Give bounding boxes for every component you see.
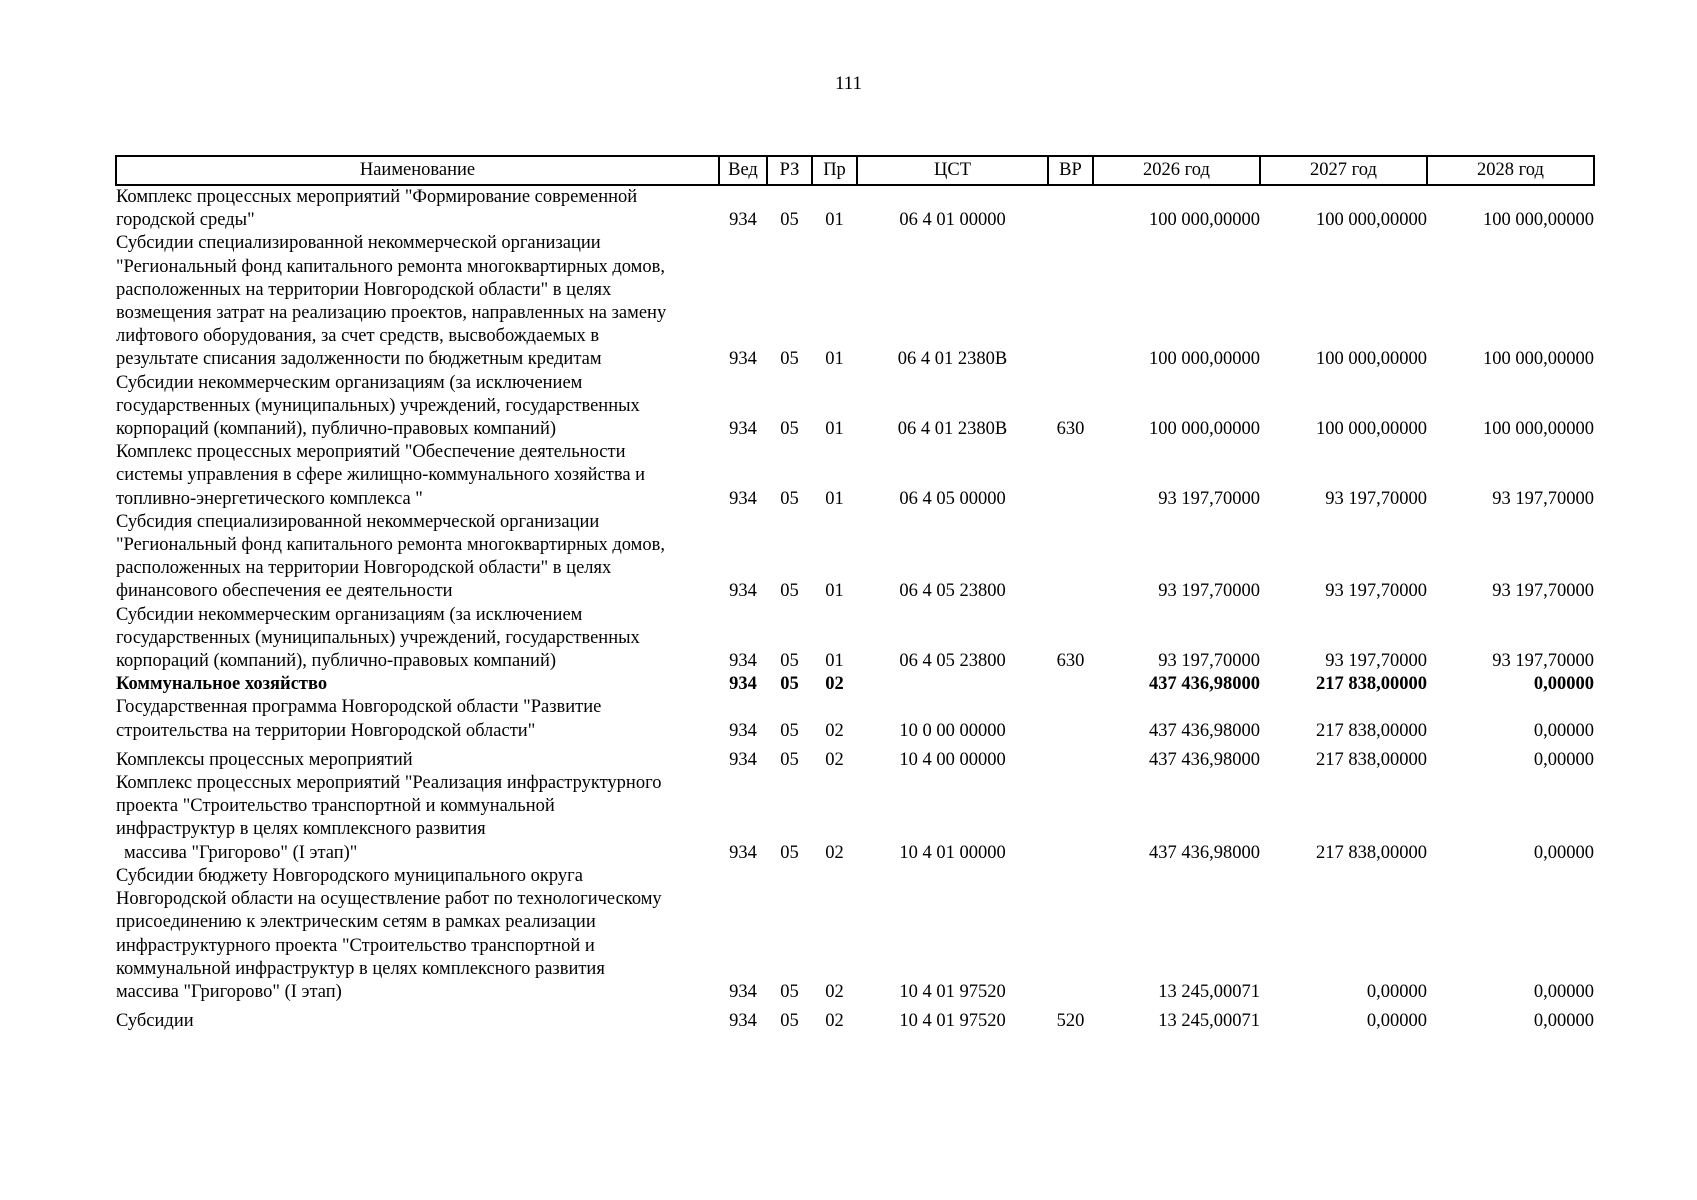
header-cst: ЦСТ <box>857 156 1048 185</box>
cell-pr: 01 <box>825 210 844 231</box>
row-name <box>116 441 719 511</box>
cell-y2027: 217 838,00000 <box>1316 720 1427 741</box>
table-row <box>116 743 1594 772</box>
table-body <box>116 185 1594 1033</box>
cell-vr: 520 <box>1056 1011 1085 1032</box>
cell-pr: 01 <box>825 349 844 370</box>
cell-cst: 06 4 05 00000 <box>899 488 1006 509</box>
cell-y2027: 93 197,70000 <box>1325 488 1427 509</box>
cell-y2026: 93 197,70000 <box>1158 488 1260 509</box>
table-row <box>116 696 1594 742</box>
row-name-line: Комплекс процессных мероприятий "Формирование современной <box>116 187 638 207</box>
cell-y2027: 217 838,00000 <box>1316 749 1427 770</box>
cell-pr: 01 <box>825 651 844 672</box>
cell-y2026: 93 197,70000 <box>1158 651 1260 672</box>
cell-cst: 10 0 00 00000 <box>899 720 1006 741</box>
row-name-line: лифтового оборудования, за счет средств, высвобождаемых в <box>116 326 600 347</box>
table-row <box>116 232 1594 371</box>
row-name-line: проекта "Строительство транспортной и коммунальной <box>116 796 555 817</box>
cell-cst: 10 4 01 00000 <box>899 842 1006 863</box>
row-name-line: массива "Григорово" (I этап)" <box>124 842 358 863</box>
row-name <box>116 743 719 772</box>
cell-y2026: 100 000,00000 <box>1149 210 1260 231</box>
table-row <box>116 511 1594 604</box>
cell-ved: 934 <box>729 349 757 370</box>
cell-y2027: 0,00000 <box>1366 1011 1427 1032</box>
cell-ved: 934 <box>729 1011 757 1032</box>
header-ved: Вед <box>719 156 767 185</box>
cell-cst: 06 4 05 23800 <box>899 581 1006 602</box>
cell-y2027: 217 838,00000 <box>1316 674 1427 695</box>
cell-vr <box>1048 772 1093 865</box>
row-name-line: коммунальной инфраструктур в целях комплексного развития <box>116 958 605 979</box>
cell-cst: 06 4 01 00000 <box>899 210 1006 231</box>
cell-rz: 05 <box>780 842 799 863</box>
cell-cst: 06 4 01 2380В <box>897 349 1008 370</box>
row-name-line: присоединению к электрическим сетям в рамках реализации <box>116 912 596 933</box>
cell-y2026: 93 197,70000 <box>1158 581 1260 602</box>
row-name-line: расположенных на территории Новгородской области" в целях <box>116 558 612 579</box>
cell-pr: 02 <box>825 842 844 863</box>
cell-y2028: 93 197,70000 <box>1492 488 1594 509</box>
row-name-line: Субсидии специализированной некоммерческой организации <box>116 233 601 254</box>
cell-pr: 02 <box>825 981 844 1002</box>
cell-y2028: 0,00000 <box>1533 720 1594 741</box>
row-name-line: инфраструктурного проекта "Строительство транспортной и <box>116 935 595 956</box>
cell-y2027: 100 000,00000 <box>1316 349 1427 370</box>
header-2027: 2027 год <box>1260 156 1427 185</box>
cell-vr <box>1048 696 1093 742</box>
cell-rz: 05 <box>780 1011 799 1032</box>
row-name-line: Субсидия специализированной некоммерческой организации <box>116 511 600 532</box>
cell-ved: 934 <box>729 842 757 863</box>
row-name-line: финансового обеспечения ее деятельности <box>116 581 453 602</box>
cell-y2028: 0,00000 <box>1533 981 1594 1002</box>
cell-rz: 05 <box>780 651 799 672</box>
row-name <box>116 696 719 742</box>
cell-y2027: 93 197,70000 <box>1325 581 1427 602</box>
row-name-line: "Региональный фонд капитального ремонта многоквартирных домов, <box>116 535 665 556</box>
row-name-line: массива "Григорово" (I этап) <box>116 981 342 1002</box>
cell-cst: 06 4 01 2380В <box>897 419 1008 440</box>
row-name-line: Комплекс процессных мероприятий "Обеспечение деятельности <box>116 442 626 463</box>
cell-rz: 05 <box>780 674 799 695</box>
row-name-line: строительства на территории Новгородской области" <box>116 720 536 741</box>
cell-pr: 01 <box>825 488 844 509</box>
row-name <box>116 604 719 674</box>
cell-ved: 934 <box>729 651 757 672</box>
cell-y2028: 0,00000 <box>1533 1011 1594 1032</box>
cell-rz: 05 <box>780 749 799 770</box>
cell-vr <box>1048 232 1093 371</box>
row-name <box>116 511 719 604</box>
header-2028: 2028 год <box>1427 156 1594 185</box>
cell-pr: 02 <box>825 720 844 741</box>
cell-rz: 05 <box>780 349 799 370</box>
row-name-line: Субсидии некоммерческим организациям (за исключением <box>116 372 583 393</box>
row-name-line: системы управления в сфере жилищно-коммунального хозяйства и <box>116 465 646 486</box>
cell-y2028: 93 197,70000 <box>1492 651 1594 672</box>
cell-y2026: 100 000,00000 <box>1149 349 1260 370</box>
cell-vr <box>1048 511 1093 604</box>
cell-y2028: 100 000,00000 <box>1483 419 1594 440</box>
table-row <box>116 865 1594 1004</box>
cell-vr: 630 <box>1056 419 1085 440</box>
cell-cst: 10 4 01 97520 <box>899 981 1006 1002</box>
cell-rz: 05 <box>780 488 799 509</box>
cell-y2027: 100 000,00000 <box>1316 419 1427 440</box>
row-name-line: корпораций (компаний), публично-правовых компаний) <box>116 651 557 672</box>
row-name <box>116 185 719 232</box>
cell-ved: 934 <box>729 674 757 695</box>
cell-y2026: 100 000,00000 <box>1149 419 1260 440</box>
cell-vr <box>1048 743 1093 772</box>
cell-rz: 05 <box>780 210 799 231</box>
cell-ved: 934 <box>729 488 757 509</box>
cell-y2026: 437 436,98000 <box>1149 842 1260 863</box>
cell-y2027: 0,00000 <box>1366 981 1427 1002</box>
header-name: Наименование <box>116 156 719 185</box>
row-name-line: инфраструктур в целях комплексного развития <box>116 819 486 840</box>
cell-cst: 10 4 01 97520 <box>899 1011 1006 1032</box>
header-pr: Пр <box>812 156 857 185</box>
row-name-line: городской среды" <box>116 210 255 231</box>
cell-cst <box>857 673 1048 696</box>
cell-pr: 02 <box>825 1011 844 1032</box>
budget-table <box>115 155 1595 1033</box>
table-row <box>116 673 1594 696</box>
cell-y2027: 217 838,00000 <box>1316 842 1427 863</box>
cell-y2028: 100 000,00000 <box>1483 210 1594 231</box>
row-name-line: топливно-энергетического комплекса " <box>116 488 423 509</box>
cell-y2026: 437 436,98000 <box>1149 749 1260 770</box>
cell-y2028: 0,00000 <box>1533 749 1594 770</box>
row-name-line: Новгородской области на осуществление работ по технологическому <box>116 889 662 910</box>
page-number: 111 <box>834 73 863 94</box>
row-name-line: Комплекс процессных мероприятий "Реализация инфраструктурного <box>116 773 662 794</box>
cell-vr <box>1048 185 1093 232</box>
cell-pr: 02 <box>825 749 844 770</box>
cell-y2027: 93 197,70000 <box>1325 651 1427 672</box>
cell-pr: 02 <box>825 674 844 695</box>
cell-y2026: 13 245,00071 <box>1158 1011 1260 1032</box>
table-header-row <box>116 156 1594 185</box>
row-name-line: Субсидии некоммерческим организациям (за исключением <box>116 604 583 625</box>
table-row <box>116 185 1594 232</box>
cell-rz: 05 <box>780 720 799 741</box>
cell-y2027: 100 000,00000 <box>1316 210 1427 231</box>
cell-vr <box>1048 865 1093 1004</box>
row-name <box>116 1004 719 1033</box>
row-name <box>116 372 719 442</box>
cell-vr <box>1048 673 1093 696</box>
row-name-line: государственных (муниципальных) учреждений, государственных <box>116 627 640 648</box>
table-row <box>116 1004 1594 1033</box>
cell-vr <box>1048 441 1093 511</box>
cell-pr: 01 <box>825 419 844 440</box>
cell-rz: 05 <box>780 981 799 1002</box>
cell-y2026: 437 436,98000 <box>1149 720 1260 741</box>
cell-rz: 05 <box>780 419 799 440</box>
cell-ved: 934 <box>729 720 757 741</box>
row-name-line: Субсидии бюджету Новгородского муниципального округа <box>116 865 583 886</box>
cell-vr: 630 <box>1056 651 1085 672</box>
cell-ved: 934 <box>729 581 757 602</box>
row-name-line: Государственная программа Новгородской области "Развитие <box>116 697 602 718</box>
row-name-line: "Региональный фонд капитального ремонта многоквартирных домов, <box>116 256 665 277</box>
cell-y2028: 0,00000 <box>1533 674 1594 695</box>
cell-ved: 934 <box>729 210 757 231</box>
table-row <box>116 372 1594 442</box>
row-name-line: Комплексы процессных мероприятий <box>116 749 413 770</box>
row-name-line: корпораций (компаний), публично-правовых компаний) <box>116 419 557 440</box>
row-name-line: государственных (муниципальных) учреждений, государственных <box>116 395 640 416</box>
cell-y2028: 93 197,70000 <box>1492 581 1594 602</box>
cell-rz: 05 <box>780 581 799 602</box>
table-row <box>116 604 1594 674</box>
header-vr: ВР <box>1048 156 1093 185</box>
cell-y2026: 437 436,98000 <box>1149 674 1260 695</box>
row-name <box>116 673 719 696</box>
cell-y2026: 13 245,00071 <box>1158 981 1260 1002</box>
row-name-line: Коммунальное хозяйство <box>116 674 328 695</box>
table-row <box>116 441 1594 511</box>
cell-ved: 934 <box>729 749 757 770</box>
table-row <box>116 772 1594 865</box>
row-name-line: результате списания задолженности по бюджетным кредитам <box>116 349 602 370</box>
row-name-line: возмещения затрат на реализацию проектов, направленных на замену <box>116 303 667 324</box>
cell-ved: 934 <box>729 981 757 1002</box>
cell-y2028: 0,00000 <box>1533 842 1594 863</box>
cell-ved: 934 <box>729 419 757 440</box>
cell-cst: 06 4 05 23800 <box>899 651 1006 672</box>
cell-pr: 01 <box>825 581 844 602</box>
header-2026: 2026 год <box>1093 156 1260 185</box>
row-name <box>116 865 719 1004</box>
row-name-line: Субсидии <box>116 1011 194 1032</box>
cell-y2028: 100 000,00000 <box>1483 349 1594 370</box>
row-name <box>116 232 719 371</box>
row-name <box>116 772 719 865</box>
cell-cst: 10 4 00 00000 <box>899 749 1006 770</box>
header-rz: РЗ <box>767 156 812 185</box>
row-name-line: расположенных на территории Новгородской области" в целях <box>116 279 612 300</box>
